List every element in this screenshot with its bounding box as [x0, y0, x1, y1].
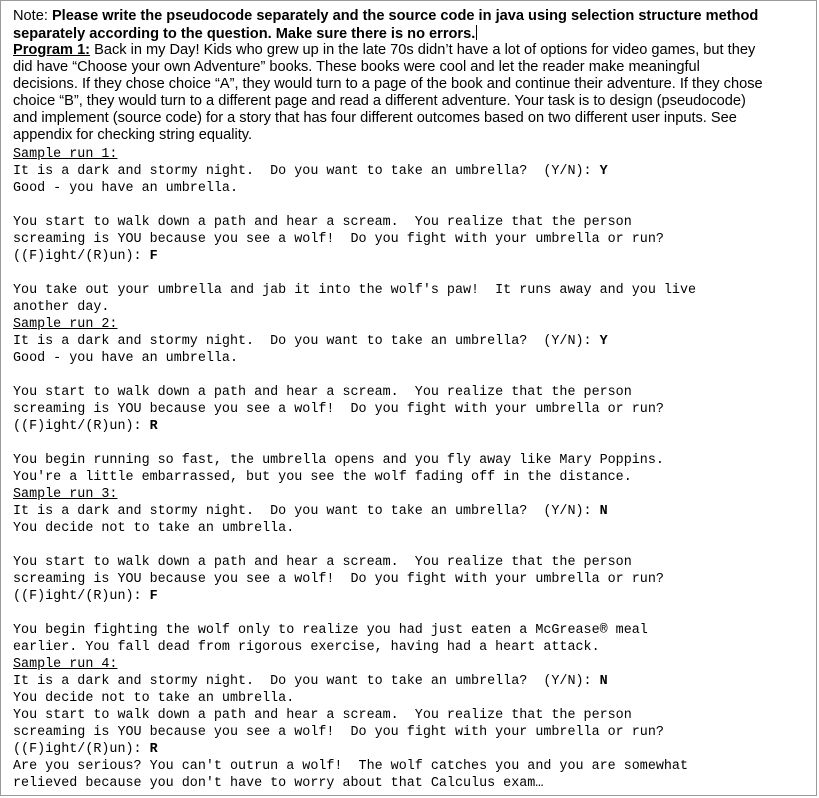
- question-text: ((F)ight/(R)un):: [13, 589, 150, 604]
- question-text: ((F)ight/(R)un):: [13, 249, 150, 264]
- sample-run-3-title: Sample run 3:: [13, 487, 118, 502]
- question-text: It is a dark and stormy night. Do you want to take an umbrella? (Y/N):: [13, 674, 600, 689]
- program-line-5: and implement (source code) for a story that has four different outcomes based on two different user inputs. See: [13, 110, 737, 126]
- question-text: ((F)ight/(R)un):: [13, 419, 150, 434]
- program-intro: Back in my Day! Kids who grew up in the late 70s didn’t have a lot of options for video games, but they: [90, 42, 756, 58]
- program-line-4: choice “B”, they would turn to a different page and read a different adventure. Your task is to design (pseudocode): [13, 93, 746, 109]
- sample-run-2-end-1: You begin running so fast, the umbrella opens and you fly away like Mary Poppins.: [13, 453, 664, 468]
- sample-run-2-title: Sample run 2:: [13, 317, 118, 332]
- user-answer: F: [149, 249, 158, 264]
- note-bold-line-1: Please write the pseudocode separately and the source code in java using selection structure method: [51, 8, 759, 24]
- sample-run-4-end-1: Are you serious? You can't outrun a wolf! The wolf catches you and you are somewhat: [13, 759, 688, 774]
- sample-run-2-q2c: [13, 418, 158, 435]
- sample-run-2-q2a: You start to walk down a path and hear a scream. You realize that the person: [13, 385, 632, 400]
- question-text: ((F)ight/(R)un):: [13, 742, 150, 757]
- user-answer: Y: [599, 164, 608, 179]
- sample-run-1-r1: Good - you have an umbrella.: [13, 181, 238, 196]
- sample-run-3-end-2: earlier. You fall dead from rigorous exercise, having had a heart attack.: [13, 640, 600, 655]
- sample-run-1-end-2: another day.: [13, 300, 110, 315]
- program-label: Program 1:: [13, 42, 91, 58]
- sample-run-1-q2b: screaming is YOU because you see a wolf! Do you fight with your umbrella or run?: [13, 232, 664, 247]
- sample-run-3-q2b: screaming is YOU because you see a wolf! Do you fight with your umbrella or run?: [13, 572, 664, 587]
- program-line-3: decisions. If they chose choice “A”, they would turn to a page of the book and continue their adventure. If they chose: [13, 76, 763, 92]
- question-text: It is a dark and stormy night. Do you want to take an umbrella? (Y/N):: [13, 504, 600, 519]
- sample-run-1-q2a: You start to walk down a path and hear a scream. You realize that the person: [13, 215, 632, 230]
- user-answer: N: [599, 674, 608, 689]
- user-answer: R: [149, 419, 158, 434]
- sample-run-4-q2b: screaming is YOU because you see a wolf! Do you fight with your umbrella or run?: [13, 725, 664, 740]
- program-line-6: appendix for checking string equality.: [13, 127, 253, 143]
- sample-run-2-end-2: You're a little embarrassed, but you see the wolf fading off in the distance.: [13, 470, 632, 485]
- note-line-1: [13, 8, 813, 25]
- user-answer: F: [149, 589, 158, 604]
- sample-run-4-end-2: relieved because you don't have to worry about that Calculus exam…: [13, 776, 544, 791]
- note-line-2: [13, 25, 813, 43]
- sample-run-3-end-1: You begin fighting the wolf only to realize you had just eaten a McGrease® meal: [13, 623, 648, 638]
- sample-run-4-q2a: You start to walk down a path and hear a scream. You realize that the person: [13, 708, 632, 723]
- sample-run-1-end-1: You take out your umbrella and jab it into the wolf's paw! It runs away and you live: [13, 283, 697, 298]
- sample-run-3-q2a: You start to walk down a path and hear a scream. You realize that the person: [13, 555, 632, 570]
- question-text: It is a dark and stormy night. Do you want to take an umbrella? (Y/N):: [13, 164, 600, 179]
- user-answer: Y: [599, 334, 608, 349]
- program-line-1: [13, 42, 813, 59]
- sample-run-4-title: Sample run 4:: [13, 657, 118, 672]
- user-answer: R: [149, 742, 158, 757]
- question-text: It is a dark and stormy night. Do you want to take an umbrella? (Y/N):: [13, 334, 600, 349]
- sample-run-3-q2c: [13, 588, 158, 605]
- text-cursor: [476, 25, 477, 40]
- program-line-2: did have “Choose your own Adventure” books. These books were cool and let the reader make meaningful: [13, 59, 700, 75]
- sample-run-4-q1: [13, 673, 608, 690]
- sample-run-2-q1: [13, 333, 608, 350]
- sample-run-3-q1: [13, 503, 608, 520]
- sample-run-1-q2c: [13, 248, 158, 265]
- note-bold-line-2: separately according to the question. Make sure there is no errors.: [13, 26, 476, 42]
- sample-run-1-title: Sample run 1:: [13, 147, 118, 162]
- sample-run-4-q2c: [13, 741, 158, 758]
- note-prefix: Note:: [13, 8, 52, 24]
- sample-run-2-q2b: screaming is YOU because you see a wolf! Do you fight with your umbrella or run?: [13, 402, 664, 417]
- sample-run-1-q1: [13, 163, 608, 180]
- sample-run-3-r1: You decide not to take an umbrella.: [13, 521, 295, 536]
- user-answer: N: [599, 504, 608, 519]
- sample-run-4-r1: You decide not to take an umbrella.: [13, 691, 295, 706]
- sample-run-2-r1: Good - you have an umbrella.: [13, 351, 238, 366]
